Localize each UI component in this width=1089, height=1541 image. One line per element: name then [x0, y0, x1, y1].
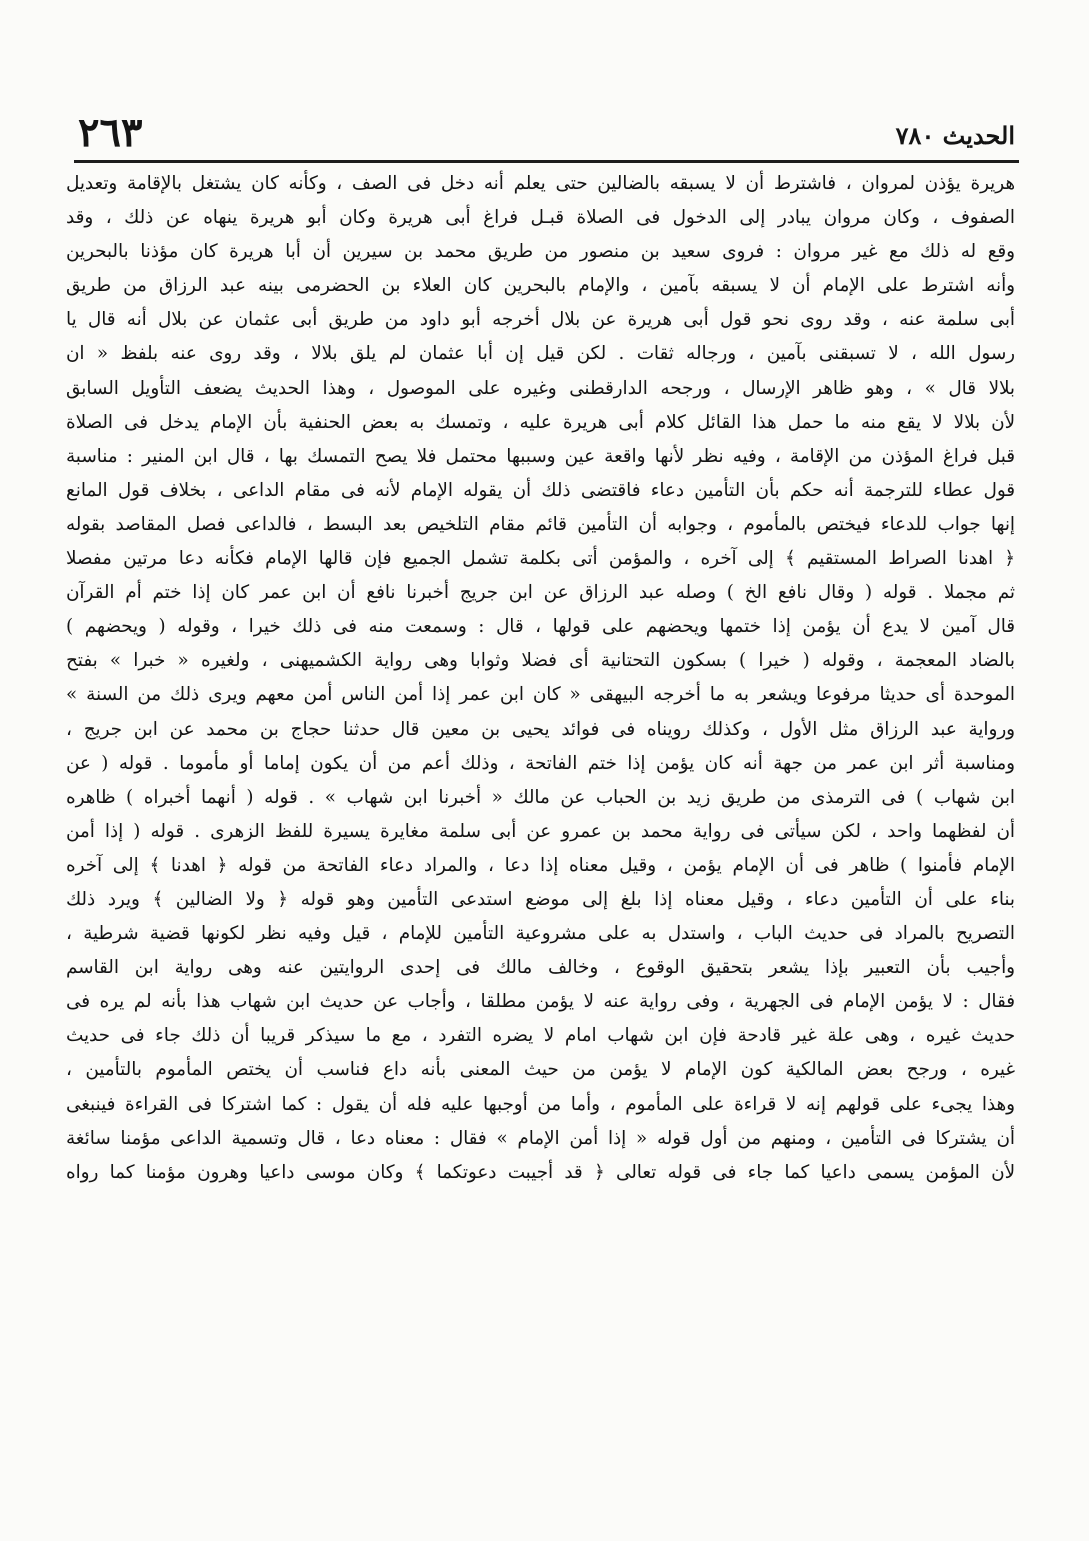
chapter-heading: الحديث ٧٨٠	[895, 121, 1015, 150]
text-line-4: وأنه اشترط على الإمام أن لا يسبقه بآمين ، والإمام بالبحرين كان العلاء بن الحضرمى بينه عبد الرزاق من طريق	[66, 275, 1015, 297]
text-line-10: قول عطاء للترجمة أنه حكم بأن التأمين دعاء فاقتضى ذلك أن يقوله الإمام لأنه فى مقام الداعى ، بخلاف قول المانع	[66, 479, 1015, 501]
text-line-5: أبى سلمة عنه ، وقد روى نحو قول أبى هريرة عن بلال أخرجه أبو داود من طريق أبى عثمان عن بلال أنه قال يا	[66, 309, 1015, 331]
text-line-24: وأجيب بأن التعبير بإذا يشعر بتحقيق الوقوع ، وخالف مالك فى إحدى الروايتين عنه وهى رواية ابن القاسم	[66, 957, 1015, 979]
text-line-26: حديث غيره ، وهى علة غير قادحة فإن ابن شهاب امام لا يضره التفرد ، مع ما سيذكر قريبا أن ذلك جاء فى حديث	[66, 1025, 1015, 1047]
text-line-19: ابن شهاب ) فى الترمذى من طريق زيد بن الحباب عن مالك « أخبرنا ابن شهاب » . قوله ( أنهما أخبراه ) ظاهره	[66, 786, 1015, 808]
text-line-22: بناء على أن التأمين دعاء ، وقيل معناه إذا بلغ إلى موضع استدعى التأمين وهو قوله ﴿ ولا الضالين ﴾ ويرد ذلك	[66, 888, 1015, 910]
text-line-8: لأن بلالا لا يقع منه ما حمل هذا القائل كلام أبى هريرة عليه ، وتمسك به بعض الحنفية بأن الإمام يدخل فى الصلاة	[66, 411, 1015, 433]
text-line-30: لأن المؤمن يسمى داعيا كما جاء فى قوله تعالى ﴿ قد أجيبت دعوتكما ﴾ وكان موسى داعيا وهرون مؤمنا كما رواه	[66, 1161, 1015, 1183]
text-line-18: ومناسبة أثر ابن عمر من جهة أنه كان يؤمن إذا ختم الفاتحة ، وذلك أعم من أن يكون إماما أو مأموما . قوله ( عن	[66, 752, 1015, 774]
text-line-29: أن يشتركا فى التأمين ، ومنهم من أول قوله « إذا أمن الإمام » فقال : معناه دعا ، قال وتسمية الداعى مؤمنا سائغة	[66, 1127, 1015, 1149]
text-line-20: أن لفظهما واحد ، لكن سيأتى فى رواية محمد بن عمرو عن أبى سلمة مغايرة يسيرة للفظ الزهرى . قوله ( إذا أمن	[66, 820, 1015, 842]
body-text	[66, 167, 1015, 1471]
text-line-28: وهذا يجىء على قولهم إنه لا قراءة على المأموم ، وأما من أوجبها عليه فله أن يقول : كما اشتركا فى القراءة فينبغى	[66, 1093, 1015, 1115]
text-line-17: ورواية عبد الرزاق مثل الأول ، وكذلك رويناه فى فوائد يحيى بن معين قال حدثنا حجاج بن محمد عن ابن جريج ،	[66, 718, 1015, 740]
text-line-1: هريرة يؤذن لمروان ، فاشترط أن لا يسبقه بالضالين حتى يعلم أنه دخل فى الصف ، وكأنه كان يشتغل بالإقامة وتعديل	[66, 173, 1015, 194]
text-line-25: فقال : لا يؤمن الإمام فى الجهرية ، وفى رواية عنه لا يؤمن مطلقا ، وأجاب عن حديث ابن شهاب هذا بأنه لم يره فى	[66, 991, 1015, 1013]
text-line-11: إنها جواب للدعاء فيختص بالمأموم ، وجوابه أن التأمين قائم مقام التلخيص بعد البسط ، فالداعى فصل المقاصد بقوله	[66, 513, 1015, 535]
text-line-2: الصفوف ، وكان مروان يبادر إلى الدخول فى الصلاة قبـل فراغ أبى هريرة وكان أبو هريرة ينهاه عن ذلك ، وقد	[66, 207, 1015, 229]
text-line-3: وقع له ذلك مع غير مروان : فروى سعيد بن منصور من طريق محمد بن سيرين أن أبا هريرة كان مؤذنا بالبحرين	[66, 241, 1015, 263]
text-line-27: غيره ، ورجح بعض المالكية كون الإمام لا يؤمن من حيث المعنى بأنه داع فناسب أن يختص المأموم بالتأمين ،	[66, 1059, 1015, 1081]
text-line-14: قال آمين لا يدع أن يؤمن إذا ختمها ويحضهم على قولها ، قال : وسمعت منه فى ذلك خيرا ، وقوله ( ويحضهم )	[66, 616, 1015, 638]
text-line-23: التصريح بالمراد فى حديث الباب ، واستدل به على مشروعية التأمين للإمام ، قيل وفيه نظر لكونها قضية شرطية ،	[66, 923, 1015, 945]
page-number: ٢٦٣	[78, 109, 143, 156]
header-rule	[74, 160, 1019, 163]
text-line-21: الإمام فأمنوا ) ظاهر فى أن الإمام يؤمن ، وقيل معناه إذا دعا ، والمراد دعاء الفاتحة من قوله ﴿ اهدنا ﴾ إلى آخره	[66, 854, 1015, 876]
text-line-6: رسول الله ، لا تسبقنى بآمين ، ورجاله ثقات . لكن قيل إن أبا عثمان لم يلق بلالا ، وقد روى عنه بلفظ « ان	[66, 343, 1015, 365]
text-line-13: ثم مجملا . قوله ( وقال نافع الخ ) وصله عبد الرزاق عن ابن جريج أخبرنا نافع أن ابن عمر كان إذا ختم أم القرآن	[66, 582, 1015, 604]
text-line-15: بالضاد المعجمة ، وقوله ( خيرا ) بسكون التحتانية أى فضلا وثوابا وهى رواية الكشميهنى ، ولغيره « خبرا » بفتح	[66, 650, 1015, 672]
text-line-7: بلالا قال » ، وهو ظاهر الإرسال ، ورجحه الدارقطنى وغيره على الموصول ، وهذا الحديث يضعف التأويل السابق	[66, 377, 1015, 399]
text-line-9: قبل فراغ المؤذن من الإقامة ، وفيه نظر لأنها واقعة عين وسببها محتمل فلا يصح التمسك بها ، قال ابن المنير : مناسبة	[66, 445, 1015, 467]
text-line-16: الموحدة أى حديثا مرفوعا ويشعر به ما أخرجه البيهقى « كان ابن عمر إذا أمن الناس أمن معهم ويرى ذلك من السنة »	[66, 684, 1015, 706]
page-header	[78, 110, 1015, 158]
text-line-12: ﴿ اهدنا الصراط المستقيم ﴾ إلى آخره ، والمؤمن أتى بكلمة تشمل الجميع فإن قالها الإمام فكأنه دعا مرتين مفصلا	[66, 548, 1015, 570]
